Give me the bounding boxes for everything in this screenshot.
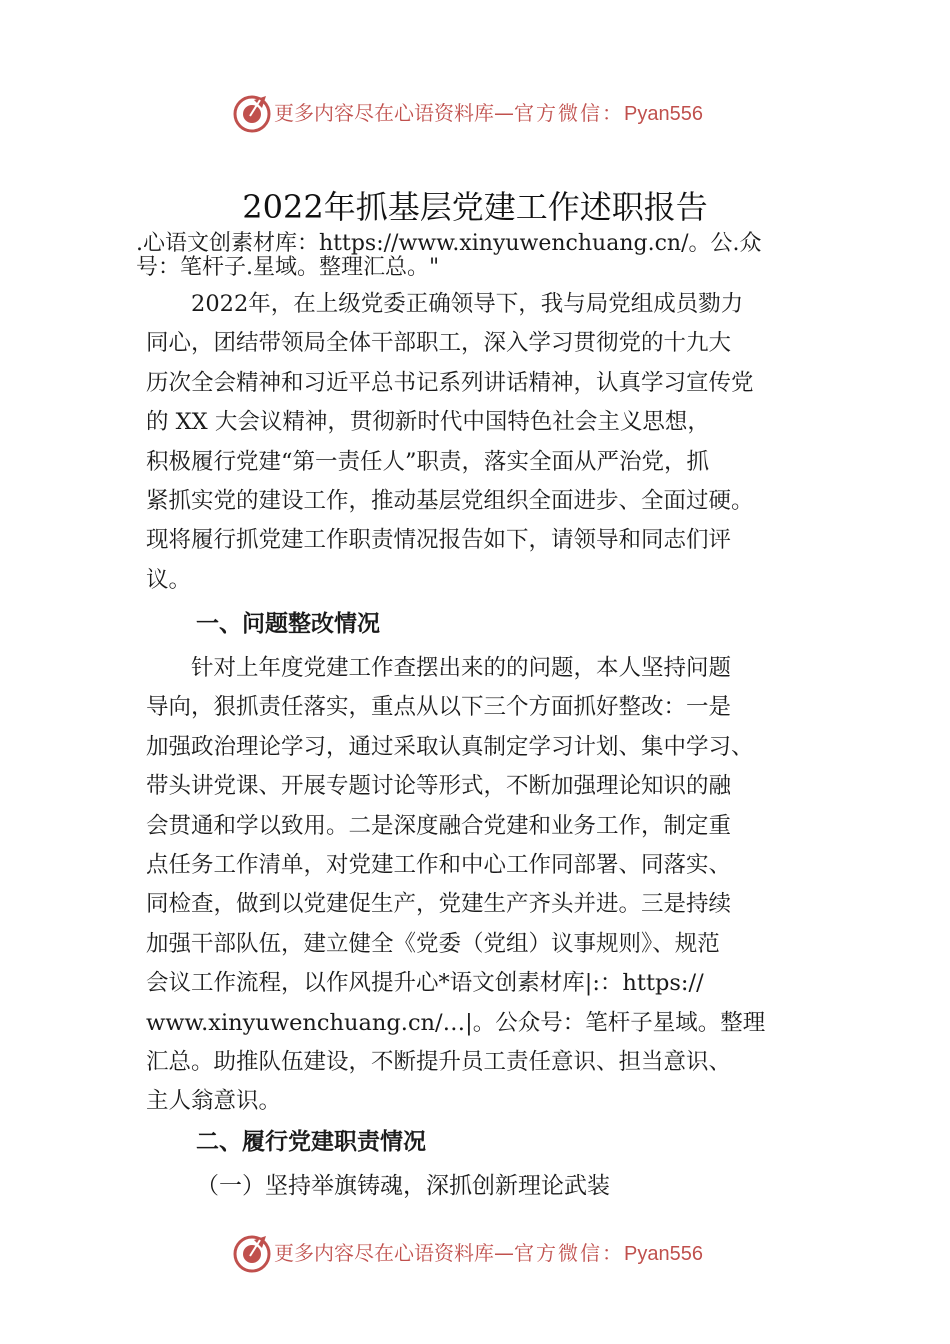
pen-logo-icon <box>232 1234 272 1274</box>
text-line: 点任务工作清单，对党建工作和中心工作同部署、同落实、 <box>146 851 732 878</box>
banner-slogan: 更多内容尽在心语资料库 <box>274 101 494 125</box>
text-line: 导向，狠抓责任落实，重点从以下三个方面抓好整改：一是 <box>146 694 732 721</box>
page-title: 2022年抓基层党建工作述职报告 <box>242 188 708 226</box>
text-line: 加强政治理论学习，通过采取认真制定学习计划、集中学习、 <box>146 733 754 760</box>
intro-paragraph <box>146 285 822 600</box>
banner-separator: — <box>494 1241 514 1265</box>
text-line: .心语文创素材库：https://www.xinyuwenchuang.cn/。公.众 <box>136 231 762 256</box>
text-line: 议。 <box>146 566 192 593</box>
banner-wechat-id: Pyan556 <box>624 1243 703 1265</box>
text-line: 会贯通和学以致用。二是深度融合党建和业务工作，制定重 <box>146 812 732 839</box>
text-line: 主人翁意识。 <box>146 1088 282 1115</box>
text-line: 加强干部队伍，建立健全《党委（党组）议事规则》、规范 <box>146 930 720 957</box>
banner-wechat-id: Pyan556 <box>624 103 703 125</box>
section-2-subheading: （一）坚持举旗铸魂，深抓创新理论武装 <box>196 1173 610 1199</box>
pen-logo-icon <box>232 94 272 134</box>
text-line: 现将履行抓党建工作职责情况报告如下，请领导和同志们评 <box>146 527 732 554</box>
banner-slogan: 更多内容尽在心语资料库 <box>274 1241 494 1265</box>
footer-banner <box>0 1232 950 1276</box>
banner-wechat-label: 官方微信： <box>514 101 624 125</box>
text-line: 历次全会精神和习近平总书记系列讲话精神，认真学习宣传党 <box>146 369 754 396</box>
section-1-paragraph <box>146 649 822 1122</box>
text-line: 针对上年度党建工作查摆出来的的问题，本人坚持问题 <box>146 655 732 681</box>
text-line: 带头讲党课、开展专题讨论等形式，不断加强理论知识的融 <box>146 773 732 800</box>
banner-wechat-label: 官方微信： <box>514 1241 624 1265</box>
text-line: 同检查，做到以党建促生产，党建生产齐头并进。三是持续 <box>146 891 732 918</box>
header-banner <box>0 92 950 136</box>
banner-separator: — <box>494 101 514 125</box>
text-line: 的 XX 大会议精神，贯彻新时代中国特色社会主义思想， <box>146 409 710 436</box>
text-line: 号：笔杆子.星域。整理汇总。" <box>136 255 440 280</box>
text-line: 紧抓实党的建设工作，推动基层党组织全面进步、全面过硬。 <box>146 487 754 514</box>
text-line: 汇总。助推队伍建设，不断提升员工责任意识、担当意识、 <box>146 1048 732 1075</box>
text-line: 积极履行党建“第一责任人”职责，落实全面从严治党，抓 <box>146 448 710 475</box>
section-heading-2: 二、履行党建职责情况 <box>196 1129 426 1155</box>
header-banner-text <box>274 100 703 127</box>
section-heading-1: 一、问题整改情况 <box>196 611 380 637</box>
source-note <box>136 232 836 280</box>
text-line: 同心，团结带领局全体干部职工，深入学习贯彻党的十九大 <box>146 330 732 357</box>
text-line: 会议工作流程，以作风提升心*语文创素材库|:：https:// <box>146 970 704 997</box>
text-line: 2022年，在上级党委正确领导下，我与局党组成员勠力 <box>146 291 744 317</box>
footer-banner-text <box>274 1240 703 1267</box>
text-line: www.xinyuwenchuang.cn/…|。公众号：笔杆子星域。整理 <box>146 1009 766 1036</box>
